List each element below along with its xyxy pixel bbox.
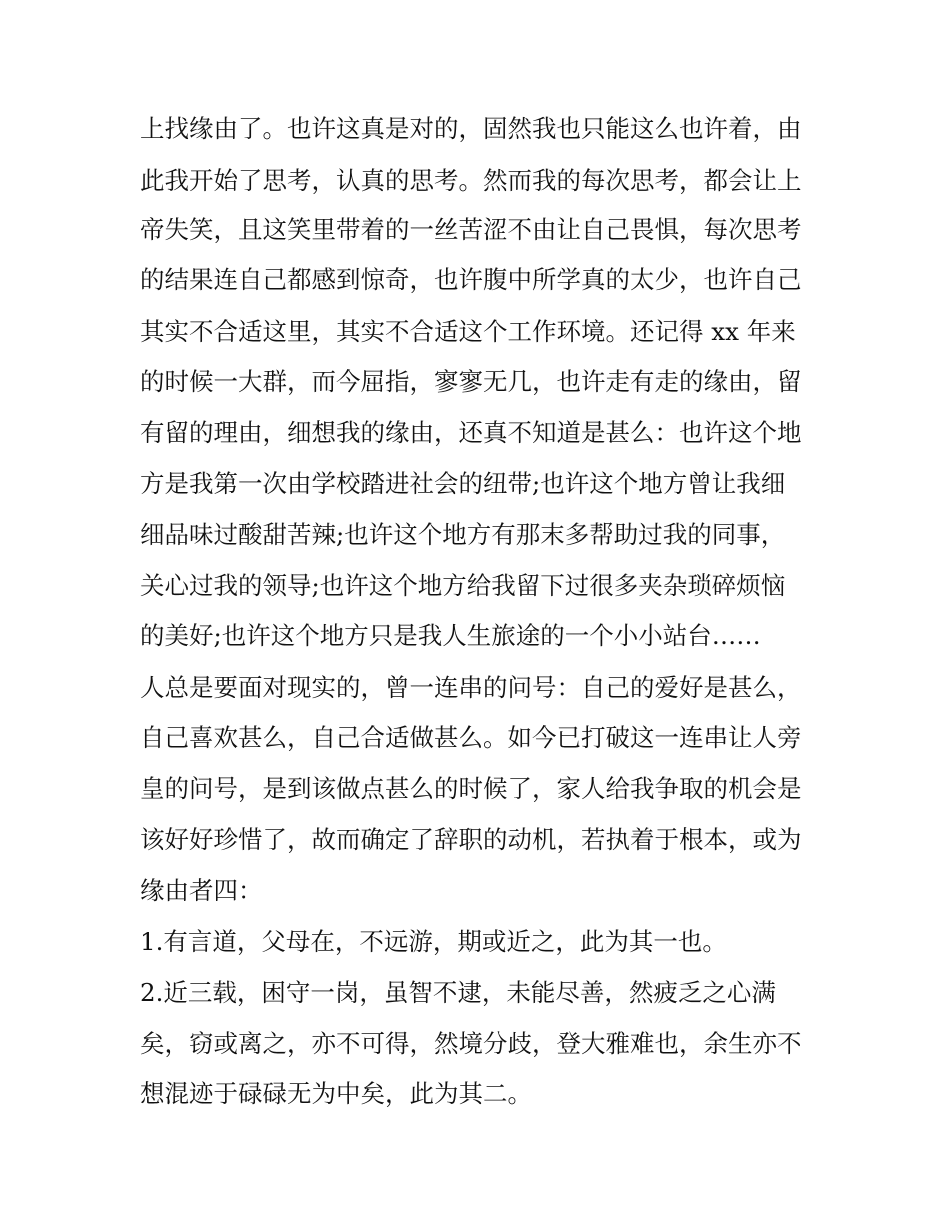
text-line: 关心过我的领导;也许这个地方给我留下过很多夹杂琐碎烦恼 <box>140 571 786 600</box>
text-line: 细品味过酸甜苦辣;也许这个地方有那末多帮助过我的同事， <box>140 520 786 549</box>
text-line: 矣，窃或离之，亦不可得，然境分歧，登大雅难也，余生亦不 <box>140 1029 802 1058</box>
text-line: 该好好珍惜了，故而确定了辞职的动机，若执着于根本，或为 <box>140 825 802 854</box>
text-line: 自己喜欢甚么，自己合适做甚么。如今已打破这一连串让人旁 <box>140 723 802 752</box>
list-item: 2.近三载，困守一岗，虽智不逮，未能尽善，然疲乏之心满 <box>140 978 776 1007</box>
text-line: 帝失笑，且这笑里带着的一丝苦涩不由让自己畏惧，每次思考 <box>140 215 802 244</box>
text-line: 的时候一大群，而今屈指，寥寥无几，也许走有走的缘由，留 <box>140 367 802 396</box>
text-line: 上找缘由了。也许这真是对的，固然我也只能这么也许着，由 <box>140 114 802 143</box>
text-line: 方是我第一次由学校踏进社会的纽带;也许这个地方曾让我细 <box>140 469 786 498</box>
text-line: 皇的问号，是到该做点甚么的时候了，家人给我争取的机会是 <box>140 774 802 803</box>
text-line: 其实不合适这里，其实不合适这个工作环境。还记得 xx 年来 <box>140 317 796 346</box>
text-line: 缘由者四： <box>140 876 263 905</box>
list-item: 1.有言道，父母在，不远游，期或近之，此为其一也。 <box>140 927 727 956</box>
text-line: 想混迹于碌碌无为中矣，此为其二。 <box>140 1079 532 1108</box>
text-line: 人总是要面对现实的，曾一连串的问号：自己的爱好是甚么， <box>140 673 802 702</box>
text-line: 的美好;也许这个地方只是我人生旅途的一个小小站台…… <box>140 621 761 650</box>
text-line: 此我开始了思考，认真的思考。然而我的每次思考，都会让上 <box>140 166 802 195</box>
text-line: 有留的理由，细想我的缘由，还真不知道是甚么：也许这个地 <box>140 418 802 447</box>
text-line: 的结果连自己都感到惊奇，也许腹中所学真的太少，也许自己 <box>140 265 802 294</box>
